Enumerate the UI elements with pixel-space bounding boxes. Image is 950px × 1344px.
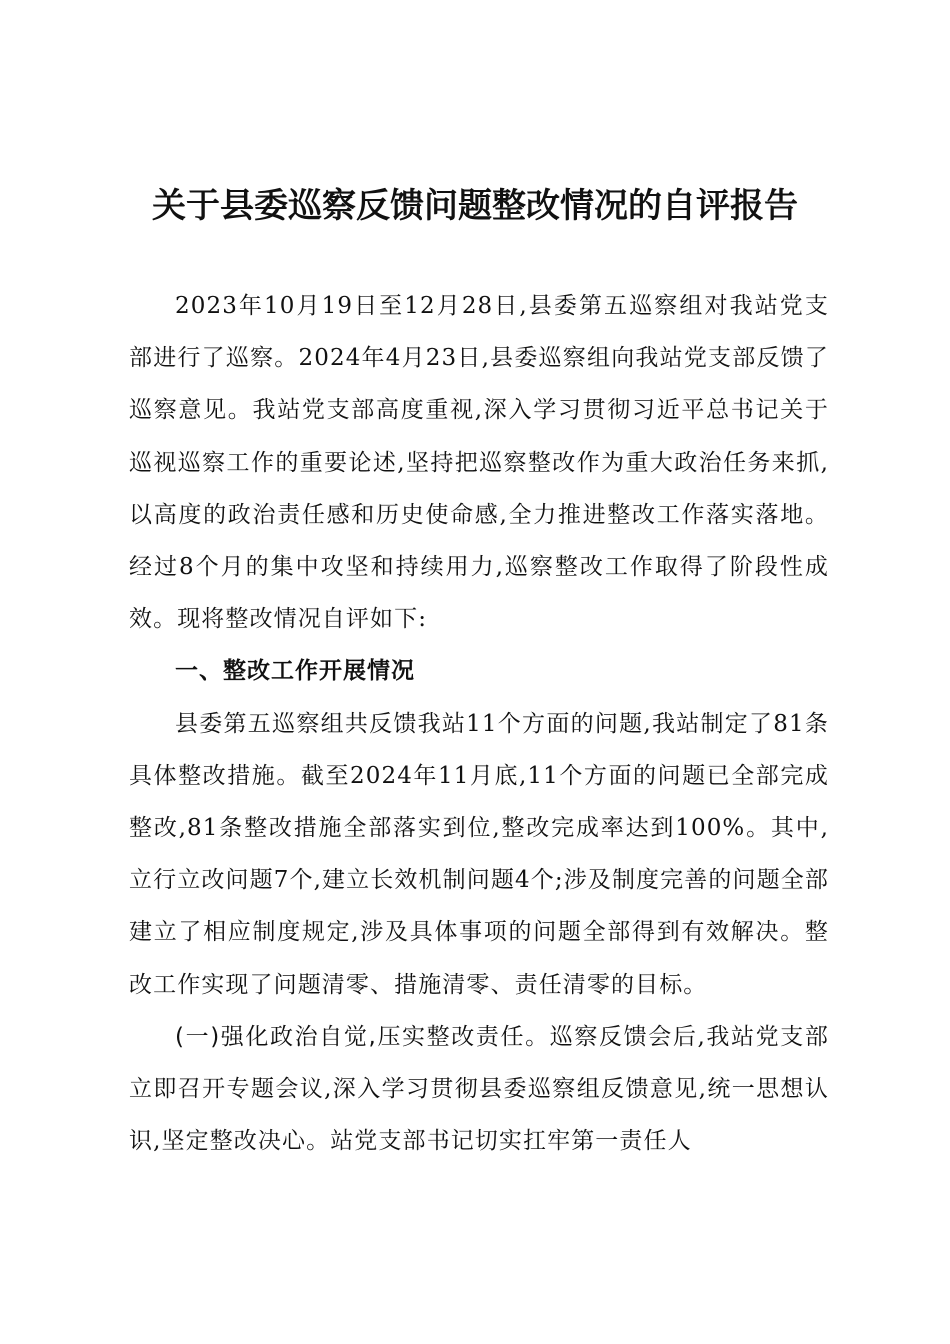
- section-one-heading: 一、整改工作开展情况: [175, 658, 415, 685]
- subsection-one-text: 巡察反馈会后,我站党支部立即召开专题会议,深入学习贯彻县委巡察组反馈意见,统一思想认识,坚定整改决心。站党支部书记切实扛牢第一责任人: [129, 1023, 829, 1155]
- document-title: 关于县委巡察反馈问题整改情况的自评报告: [152, 186, 798, 226]
- document-body: [129, 280, 829, 1167]
- subsection-one-heading: (一)强化政治自觉,压实整改责任。: [175, 1023, 550, 1050]
- intro-paragraph: 2023年10月19日至12月28日,县委第五巡察组对我站党支部进行了巡察。2024年4月23日,县委巡察组向我站党支部反馈了巡察意见。我站党支部高度重视,深入学习贯彻习近平总书记关于巡视巡察工作的重要论述,坚持把巡察整改作为重大政治任务来抓,以高度的政治责任感和历史使命感,全力推进整改工作落实落地。经过8个月的集中攻坚和持续用力,巡察整改工作取得了阶段性成效。现将整改情况自评如下:: [129, 293, 829, 633]
- section-one-paragraph: 县委第五巡察组共反馈我站11个方面的问题,我站制定了81条具体整改措施。截至2024年11月底,11个方面的问题已全部完成整改,81条整改措施全部落实到位,整改完成率达到100%。其中,立行立改问题7个,建立长效机制问题4个;涉及制度完善的问题全部建立了相应制度规定,涉及具体事项的问题全部得到有效解决。整改工作实现了问题清零、措施清零、责任清零的目标。: [129, 710, 829, 998]
- subsection-one-paragraph: [129, 1011, 829, 1168]
